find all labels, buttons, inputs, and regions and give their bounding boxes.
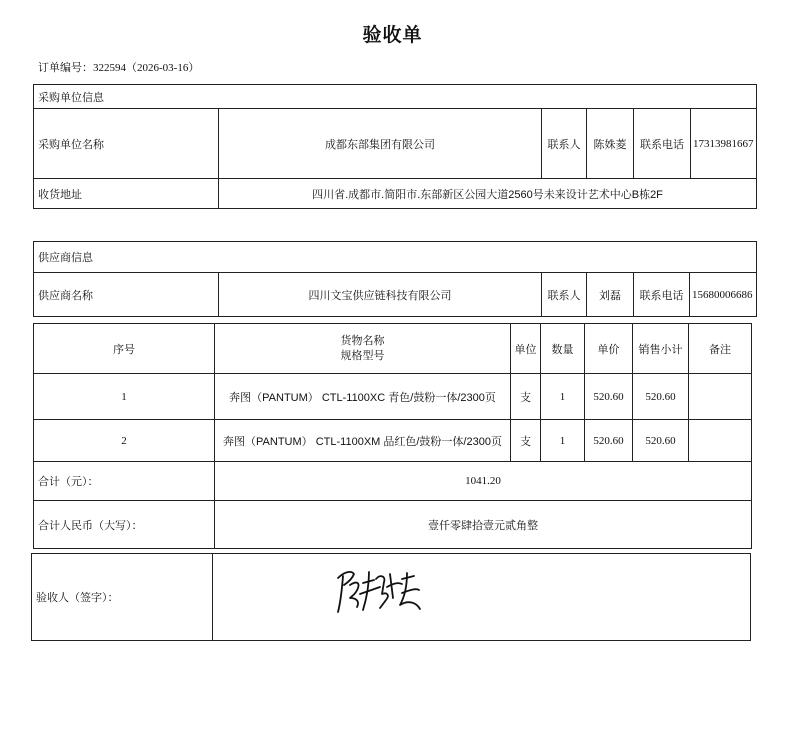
goods-header-row (34, 324, 752, 374)
header-goods-name (215, 324, 511, 374)
table-row (34, 420, 752, 462)
row-subtotal: 520.60 (633, 420, 689, 462)
row-price: 520.60 (585, 420, 633, 462)
header-index: 序号 (34, 324, 215, 374)
row-remark (689, 420, 752, 462)
row-qty: 1 (541, 374, 585, 420)
row-subtotal: 520.60 (633, 374, 689, 420)
total-row (34, 462, 752, 501)
signature-strokes (338, 572, 420, 612)
purchaser-section-title: 采购单位信息 (34, 85, 757, 109)
header-goods-name-line2: 规格型号 (340, 349, 385, 362)
purchaser-name-label: 采购单位名称 (34, 109, 219, 179)
page-title: 验收单 (362, 25, 423, 46)
row-goods-name: 奔图（PANTUM） CTL-1100XC 青色/鼓粉一体/2300页 (215, 374, 511, 420)
row-unit: 支 (511, 374, 541, 420)
row-remark (689, 374, 752, 420)
signer-label: 验收人（签字）： (32, 554, 213, 641)
supplier-contact-label: 联系人 (542, 273, 587, 317)
row-unit: 支 (511, 420, 541, 462)
supplier-phone: 15680006686 (690, 273, 757, 317)
address-label: 收货地址 (34, 179, 219, 209)
total-cn-label: 合计人民币（大写）： (34, 501, 215, 549)
order-number (38, 59, 199, 75)
total-cn-value: 壹仟零肆拾壹元贰角整 (215, 501, 752, 549)
supplier-contact: 刘磊 (587, 273, 634, 317)
row-price: 520.60 (585, 374, 633, 420)
purchaser-phone: 17313981667 (691, 109, 757, 179)
purchaser-contact-label: 联系人 (542, 109, 587, 179)
goods-table (33, 323, 752, 549)
purchaser-table (33, 84, 757, 209)
header-subtotal: 销售小计 (633, 324, 689, 374)
purchaser-name: 成都东部集团有限公司 (219, 109, 542, 179)
header-remark: 备注 (689, 324, 752, 374)
header-unit: 单位 (511, 324, 541, 374)
header-qty: 数量 (541, 324, 585, 374)
supplier-section-title: 供应商信息 (34, 242, 757, 273)
header-price: 单价 (585, 324, 633, 374)
total-label: 合计（元）： (34, 462, 215, 501)
row-goods-name: 奔图（PANTUM） CTL-1100XM 品红色/鼓粉一体/2300页 (215, 420, 511, 462)
row-qty: 1 (541, 420, 585, 462)
total-cn-row (34, 501, 752, 549)
order-number-label: 订单编号： (38, 62, 93, 74)
supplier-phone-label: 联系电话 (634, 273, 690, 317)
order-number-value: 322594（2026-03-16） (93, 62, 200, 74)
purchaser-phone-label: 联系电话 (634, 109, 691, 179)
supplier-table (33, 241, 757, 317)
supplier-name-label: 供应商名称 (34, 273, 219, 317)
signature-cell (213, 554, 751, 641)
row-index: 2 (34, 420, 215, 462)
signature (330, 564, 425, 619)
table-row (34, 374, 752, 420)
address-value: 四川省.成都市.简阳市.东部新区公园大道2560号未来设计艺术中心B栋2F (219, 179, 757, 209)
total-value: 1041.20 (215, 462, 752, 501)
header-goods-name-line1: 货物名称 (340, 334, 385, 347)
purchaser-contact: 陈姝菱 (587, 109, 634, 179)
supplier-name: 四川文宝供应链科技有限公司 (219, 273, 542, 317)
row-index: 1 (34, 374, 215, 420)
